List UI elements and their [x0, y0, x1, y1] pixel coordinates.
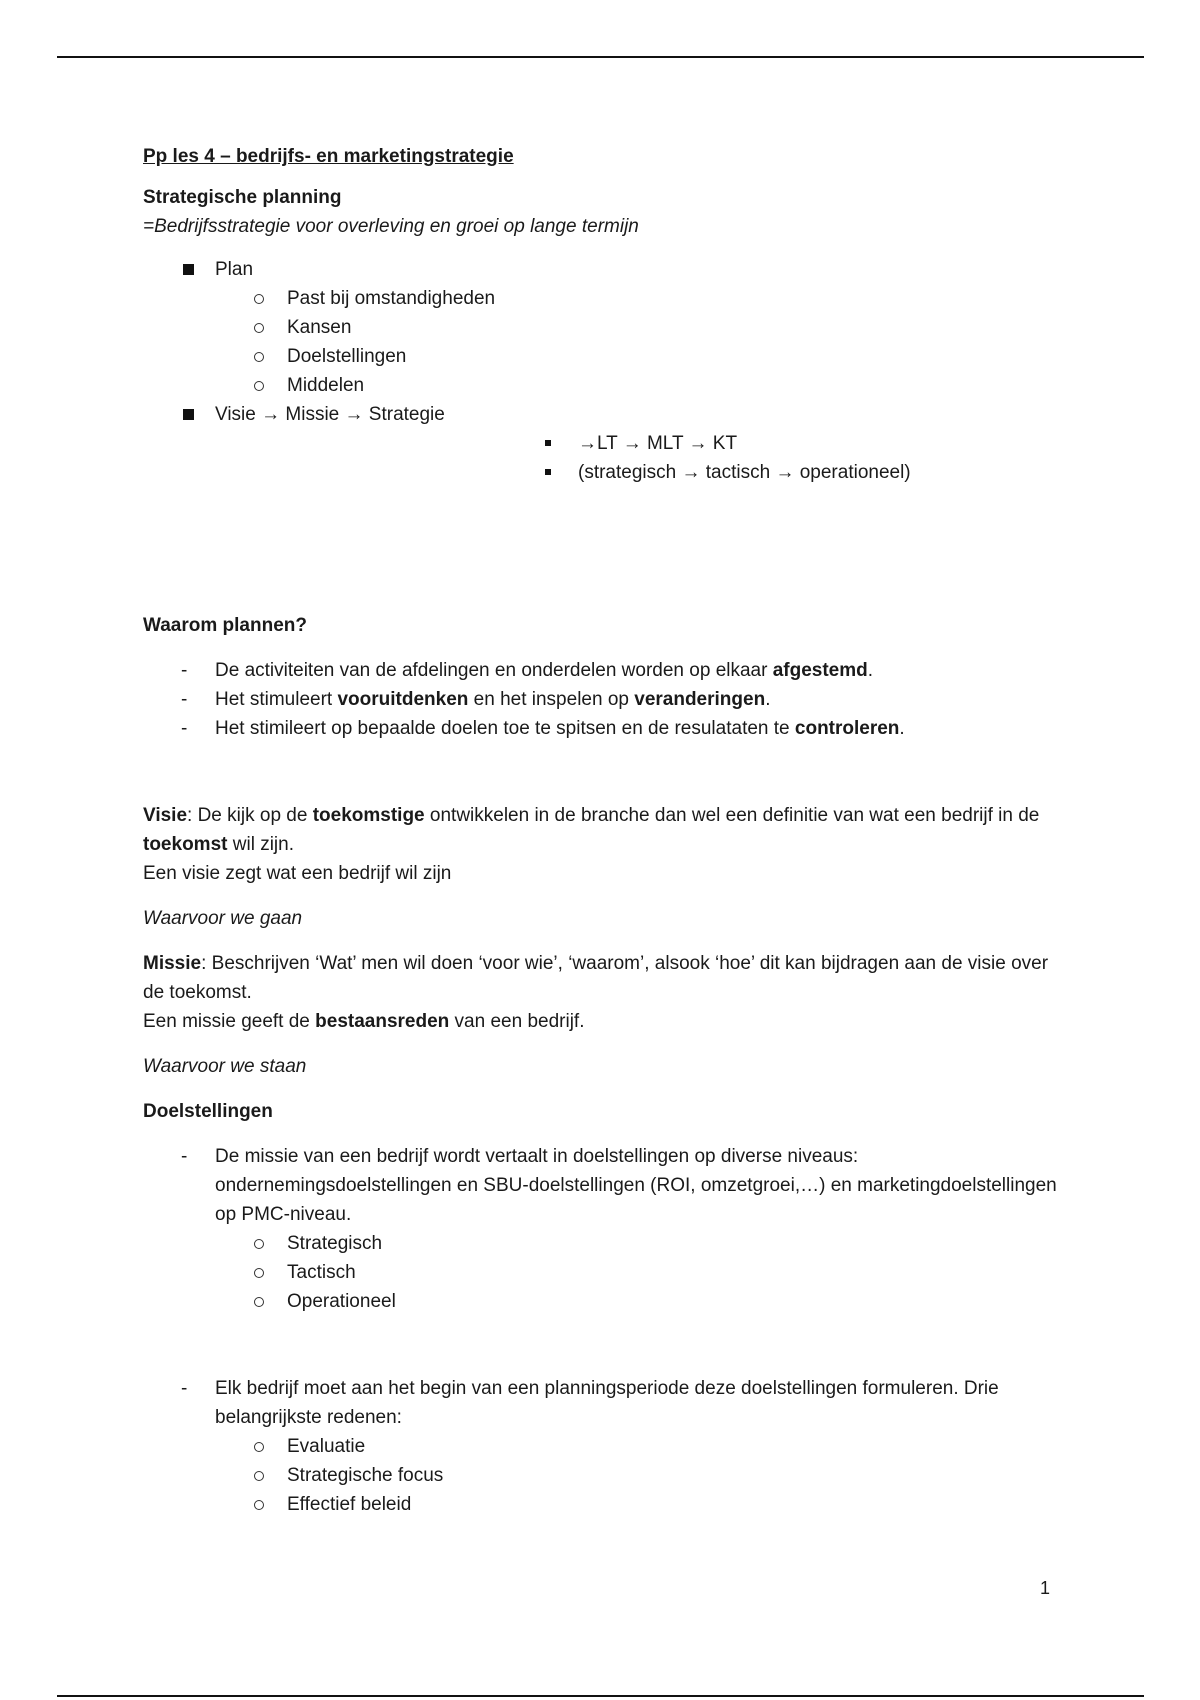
- circle-bullet-icon: [254, 1471, 264, 1481]
- list-item: (strategisch → tactisch → operationeel): [143, 458, 1063, 487]
- circle-bullet-icon: [254, 1442, 264, 1452]
- visie-list: [143, 400, 1063, 429]
- plan-list: [143, 255, 1063, 284]
- heading-doelstellingen: Doelstellingen: [143, 1101, 273, 1122]
- page-number: 1: [1040, 1578, 1051, 1598]
- redenen-list: [143, 1374, 1063, 1432]
- document-title: Pp les 4 – bedrijfs- en marketingstrategie: [143, 146, 514, 167]
- top-rule: [57, 56, 1144, 58]
- list-item: - De activiteiten van de afdelingen en onderdelen worden op elkaar afgestemd.: [143, 656, 1063, 685]
- dash-bullet-icon: -: [181, 1378, 188, 1399]
- doelstellingen-list: [143, 1142, 1063, 1229]
- list-item: - Het stimileert op bepaalde doelen toe te spitsen en de resulataten te controleren.: [143, 714, 1063, 743]
- heading-strategische-planning: Strategische planning: [143, 187, 342, 208]
- list-item: Past bij omstandigheden: [143, 284, 1063, 313]
- list-item: - De missie van een bedrijf wordt vertaalt in doelstellingen op diverse niveaus: ondernemingsdoelstellingen en SBU-doelstellingen (ROI, omzetgroei,…) en marketingdoelstellingen op PMC-niveau.: [143, 1142, 1063, 1229]
- list-item: Middelen: [143, 371, 1063, 400]
- visie-line-2: Een visie zegt wat een bedrijf wil zijn: [143, 863, 452, 884]
- dash-bullet-icon: -: [181, 689, 188, 710]
- circle-bullet-icon: [254, 1268, 264, 1278]
- list-item: Strategisch: [143, 1229, 1063, 1258]
- square-bullet-icon: [183, 409, 194, 420]
- list-item: →LT → MLT → KT: [143, 429, 1063, 458]
- list-item: Visie → Missie → Strategie: [143, 400, 1063, 429]
- circle-bullet-icon: [254, 381, 264, 391]
- circle-bullet-icon: [254, 352, 264, 362]
- list-item: Operationeel: [143, 1287, 1063, 1316]
- plan-sublist: [143, 284, 1063, 400]
- square-bullet-icon: [183, 264, 194, 275]
- redenen-sublist: [143, 1432, 1063, 1519]
- list-item: Kansen: [143, 313, 1063, 342]
- missie-line-2: Een missie geeft de bestaansreden van een bedrijf.: [143, 1011, 585, 1032]
- doelstellingen-sublist: [143, 1229, 1063, 1316]
- circle-bullet-icon: [254, 294, 264, 304]
- circle-bullet-icon: [254, 1297, 264, 1307]
- small-square-bullet-icon: [545, 440, 551, 446]
- small-square-bullet-icon: [545, 469, 551, 475]
- missie-tagline: Waarvoor we staan: [143, 1056, 307, 1077]
- definition-line: =Bedrijfsstrategie voor overleving en groei op lange termijn: [143, 216, 639, 237]
- circle-bullet-icon: [254, 1239, 264, 1249]
- visie-tagline: Waarvoor we gaan: [143, 908, 303, 929]
- list-item: Tactisch: [143, 1258, 1063, 1287]
- bottom-rule: [57, 1695, 1144, 1697]
- dash-bullet-icon: -: [181, 660, 188, 681]
- list-item: Doelstellingen: [143, 342, 1063, 371]
- dash-bullet-icon: -: [181, 718, 188, 739]
- circle-bullet-icon: [254, 323, 264, 333]
- missie-paragraph: Missie: Beschrijven ‘Wat’ men wil doen ‘voor wie’, ‘waarom’, alsook ‘hoe’ dit kan bijdragen aan de visie over de toekomst.: [143, 953, 1049, 1003]
- heading-waarom-plannen: Waarom plannen?: [143, 615, 307, 636]
- waarom-list: [143, 656, 1063, 743]
- circle-bullet-icon: [254, 1500, 264, 1510]
- list-item: Effectief beleid: [143, 1490, 1063, 1519]
- list-item: Strategische focus: [143, 1461, 1063, 1490]
- list-item: Plan: [143, 255, 1063, 284]
- visie-paragraph: Visie: De kijk op de toekomstige ontwikkelen in de branche dan wel een definitie van wat een bedrijf in de toekomst wil zijn.: [143, 805, 1040, 855]
- list-item: Evaluatie: [143, 1432, 1063, 1461]
- dash-bullet-icon: -: [181, 1146, 188, 1167]
- visie-sublist: [143, 429, 1063, 487]
- list-item: - Elk bedrijf moet aan het begin van een planningsperiode deze doelstellingen formuleren. Drie belangrijkste redenen:: [143, 1374, 1063, 1432]
- list-item: - Het stimuleert vooruitdenken en het inspelen op veranderingen.: [143, 685, 1063, 714]
- document-body: [143, 142, 1063, 1519]
